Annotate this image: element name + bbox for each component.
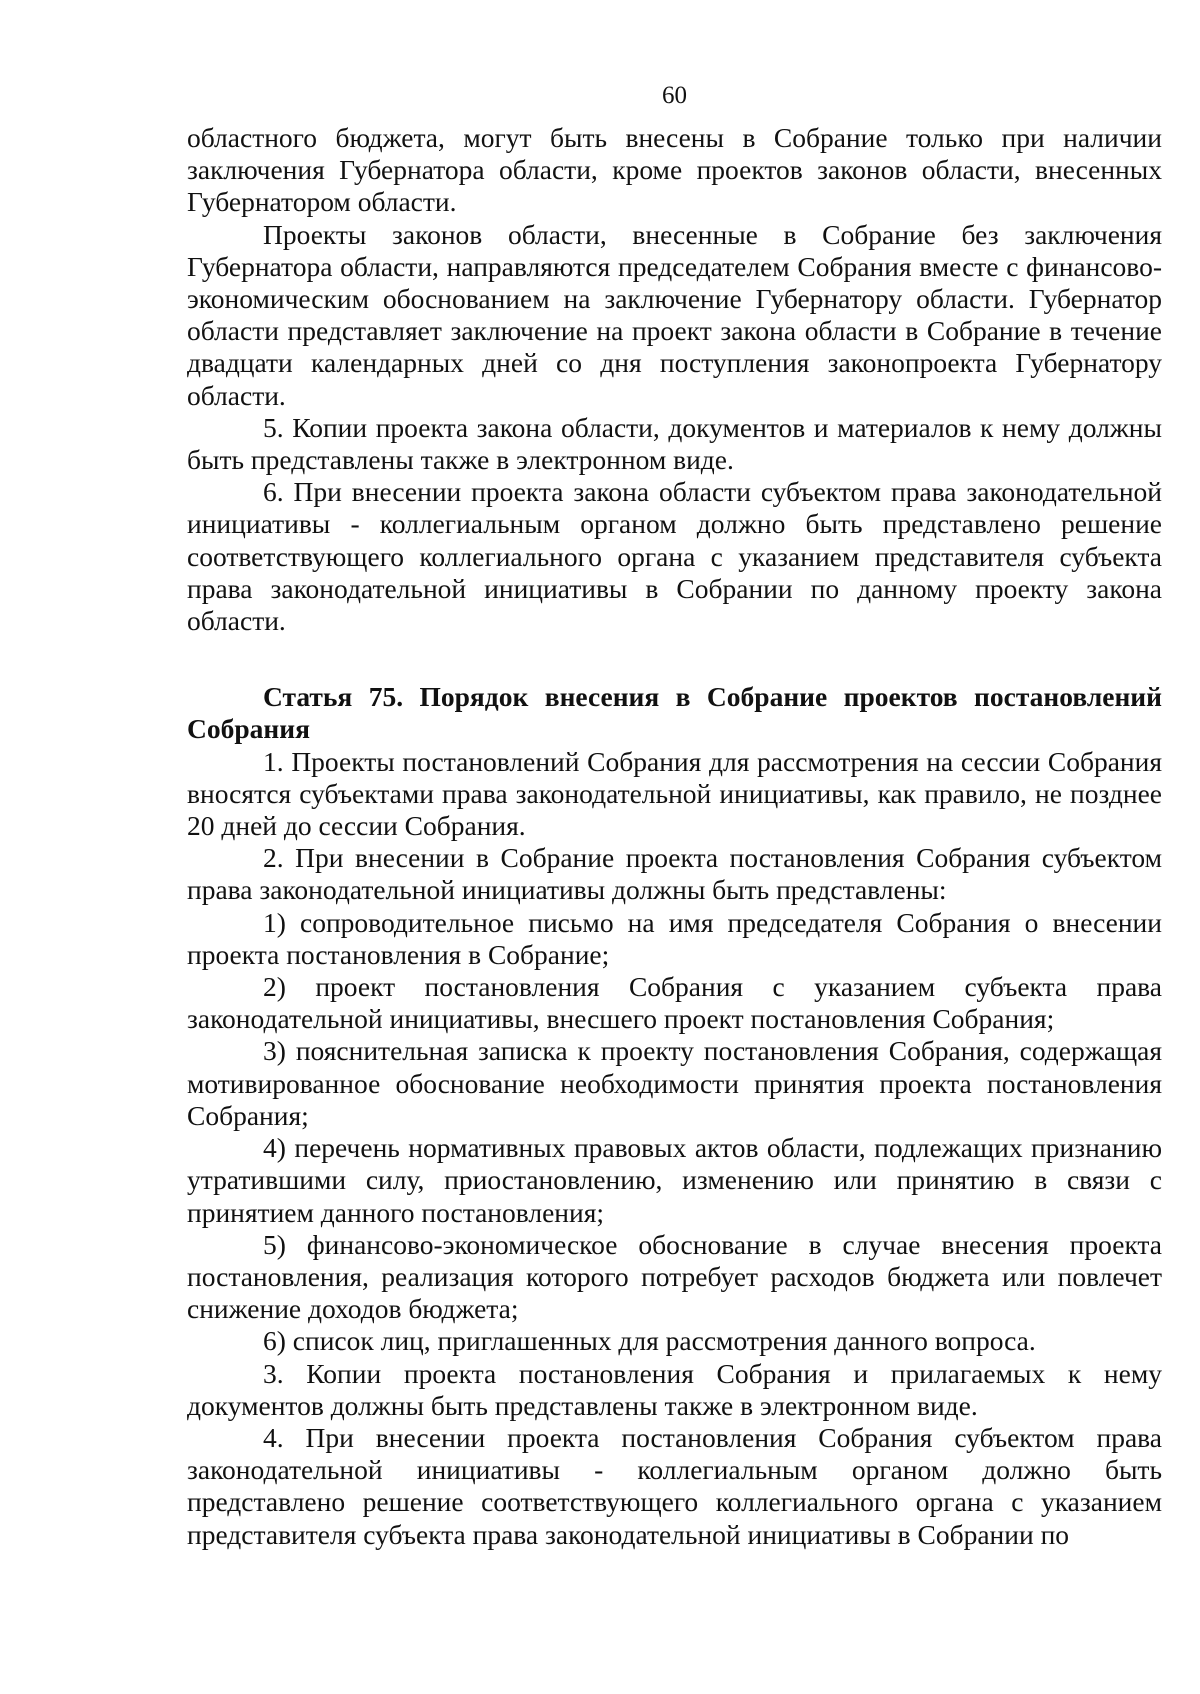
article-subitem-1: 1) сопроводительное письмо на имя председателя Собрания о внесении проекта постановления в Собрание; bbox=[187, 906, 1162, 970]
article-subitem-4: 4) перечень нормативных правовых актов области, подлежащих признанию утратившими силу, приостановлению, изменению или принятию в связи с принятием данного постановления; bbox=[187, 1132, 1162, 1228]
paragraph-item-5-electronic-copies: 5. Копии проекта закона области, документов и материалов к нему должны быть представлены также в электронном виде. bbox=[187, 411, 1162, 476]
article-subitem-6: 6) список лиц, приглашенных для рассмотрения данного вопроса. bbox=[263, 1325, 1036, 1357]
article-subitem-5: 5) финансово-экономическое обоснование в случае внесения проекта постановления, реализация которого потребует расходов бюджета или повлечет снижение доходов бюджета; bbox=[187, 1228, 1162, 1325]
document-page bbox=[187, 80, 1162, 1551]
article-item-4: 4. При внесении проекта постановления Собрания субъектом права законодательной инициативы - коллегиальным органом должно быть представлено решение соответствующего коллегиального органа с указанием представителя субъекта права законодательной инициативы в Собрании по bbox=[187, 1421, 1162, 1550]
article-subitem-3: 3) пояснительная записка к проекту постановления Собрания, содержащая мотивированное обоснование необходимости принятия проекта постановления Собрания; bbox=[187, 1035, 1162, 1131]
paragraph-item-6-collegial-body: 6. При внесении проекта закона области субъектом права законодательной инициативы - коллегиальным органом должно быть представлено решение соответствующего коллегиального органа с указанием представителя субъекта права законодательной инициативы в Собрании по данному проекту закона области. bbox=[187, 476, 1162, 637]
article-item-2: 2. При внесении в Собрание проекта постановления Собрания субъектом права законодательной инициативы должны быть представлены: bbox=[187, 842, 1162, 906]
paragraph-budget-continuation: областного бюджета, могут быть внесены в Собрание только при наличии заключения Губернатора области, кроме проектов законов области, внесенных Губернатором области. bbox=[187, 122, 1162, 218]
paragraph-projects-without-conclusion: Проекты законов области, внесенные в Собрание без заключения Губернатора области, направляются председателем Собрания вместе с финансово-экономическим обоснованием на заключение Губернатору области. Губернатор области представляет заключение на проект закона области в Собрание в течение двадцати календарных дней со дня поступления законопроекта Губернатору области. bbox=[187, 218, 1162, 411]
article-heading bbox=[187, 681, 1162, 745]
article-item-3: 3. Копии проекта постановления Собрания и прилагаемых к нему документов должны быть представлены также в электронном виде. bbox=[187, 1357, 1162, 1421]
article-item-1: 1. Проекты постановлений Собрания для рассмотрения на сессии Собрания вносятся субъектами права законодательной инициативы, как правило, не позднее 20 дней до сессии Собрания. bbox=[187, 745, 1162, 842]
article-subitem-2: 2) проект постановления Собрания с указанием субъекта права законодательной инициативы, внесшего проект постановления Собрания; bbox=[187, 971, 1162, 1035]
article-heading-text: Статья 75. Порядок внесения в Собрание проектов постановлений Собрания bbox=[187, 681, 1162, 745]
page-number: 60 bbox=[662, 82, 687, 109]
